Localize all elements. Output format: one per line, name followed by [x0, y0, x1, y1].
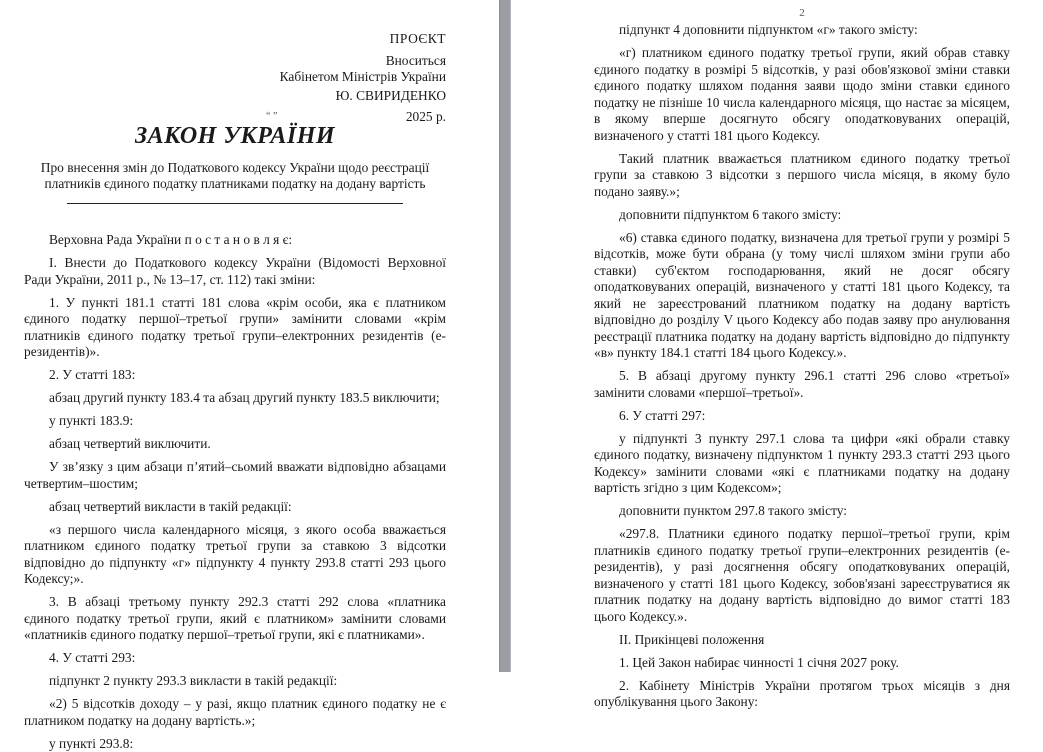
paragraph: «з першого числа календарного місяця, з якого особа вважається платником єдиного податку третьої групи за ставкою 3 відсотки відповідно до підпункту «г» підпункту 4 пункту 293.8 статті 293 цього Кодексу;». — [24, 522, 446, 588]
paragraph: доповнити підпунктом 6 такого змісту: — [594, 207, 1010, 224]
document-page-2 — [511, 0, 1043, 672]
paragraph: у підпункті 3 пункту 297.1 слова та цифри «які обрали ставку єдиного податку, визначену підпунктом 1 пункту 293.3 статті 293 цього Кодексу» замінити словами «які є платниками податку на додану вартість згідно з цим Кодексом»; — [594, 431, 1010, 497]
paragraph: абзац другий пункту 183.4 та абзац другий пункту 183.5 виключити; — [24, 390, 446, 407]
law-title: ЗАКОН УКРАЇНИ — [24, 128, 446, 145]
paragraph: 1. Цей Закон набирає чинності 1 січня 2027 року. — [594, 655, 1010, 672]
page-separator — [499, 0, 511, 672]
paragraph: «г) платником єдиного податку третьої групи, який обрав ставку єдиного податку в розмірі 5 відсотків, у разі обов'язкової зміни ставки єдиного податку шляхом подання заяви щодо зміни ставки єдиного податку не пізніше 10 числа календарного місяця, що настає за місяцем, в якому вперше досягнуто обсягу оподатковуваних операцій, визначеного у статті 181 цього Кодексу. — [594, 45, 1010, 144]
paragraph: абзац четвертий виключити. — [24, 436, 446, 453]
paragraph: 1. У пункті 181.1 статті 181 слова «крім особи, яка є платником єдиного податку першої–третьої групи» замінити словами «крім платників єдиного податку третьої групи–електронних резидентів (е-резидентів)». — [24, 295, 446, 361]
paragraph: 4. У статті 293: — [24, 650, 446, 667]
paragraph: «297.8. Платники єдиного податку першої–третьої групи, крім платників єдиного податку третьої групи–електронних резидентів (е-резидентів), у разі досягнення обсягу оподатковуваних операцій, визначеного у статті 181 цього Кодексу, зобов'язані зареєструватися як платник податку на додану вартість відповідно до вимог статті 183 цього Кодексу.». — [594, 526, 1010, 625]
submitted-line-2: Кабінетом Міністрів України — [280, 69, 446, 85]
paragraph: у пункті 183.9: — [24, 413, 446, 430]
paragraph: підпункт 4 доповнити підпунктом «г» такого змісту: — [594, 22, 1010, 39]
paragraph: підпункт 2 пункту 293.3 викласти в такій редакції: — [24, 673, 446, 690]
project-label: ПРОЄКТ — [390, 31, 446, 48]
signatory: Ю. СВИРИДЕНКО — [336, 88, 446, 105]
title-underline — [67, 203, 403, 204]
paragraph: Верховна Рада України п о с т а н о в л я є: — [24, 232, 446, 249]
document-page-1 — [0, 0, 499, 672]
submitted-line-1: Вноситься — [280, 53, 446, 69]
paragraph: 3. В абзаці третьому пункту 292.3 статті 292 слова «платника єдиного податку третьої групи, який є платником» замінити словами «платників єдиного податку першої–третьої групи, які є платниками». — [24, 594, 446, 644]
paragraph: ІІ. Прикінцеві положення — [594, 632, 1010, 649]
submitted-by — [280, 53, 446, 85]
date-year: 2025 р. — [406, 109, 446, 126]
paragraph: у пункті 293.8: — [24, 736, 446, 752]
paragraph: 2. Кабінету Міністрів України протягом трьох місяців з дня опублікування цього Закону: — [594, 678, 1010, 711]
paragraph: І. Внести до Податкового кодексу України (Відомості Верховної Ради України, 2011 р., № 13–17, ст. 112) такі зміни: — [24, 255, 446, 288]
paragraph: У зв’язку з цим абзаци п’ятий–сьомий вважати відповідно абзацами четвертим–шостим; — [24, 459, 446, 492]
date-quotes: “ ” — [266, 109, 277, 126]
paragraph: абзац четвертий викласти в такій редакції: — [24, 499, 446, 516]
paragraph: доповнити пунктом 297.8 такого змісту: — [594, 503, 1010, 520]
paragraph: Такий платник вважається платником єдиного податку третьої групи за ставкою 3 відсотки з першого числа місяця, в якому було подано заяву.»; — [594, 151, 1010, 201]
paragraph: «2) 5 відсотків доходу – у разі, якщо платник єдиного податку не є платником податку на додану вартість.»; — [24, 696, 446, 729]
paragraph: 6. У статті 297: — [594, 408, 1010, 425]
law-subtitle: Про внесення змін до Податкового кодексу України щодо реєстрації платників єдиного податку платниками податку на додану вартість — [24, 160, 446, 192]
paragraph: «6) ставка єдиного податку, визначена для третьої групи у розмірі 5 відсотків, може бути обрана (у тому числі шляхом зміни групи або ставки) суб'єктом господарювання, який не досяг обсягу оподатковуваних операцій, визначеного у статті 181 цього Кодексу, та який не зареєстрований платником податку на додану вартість відповідно до розділу V цього Кодексу або подав заяву про анулювання реєстрації платника податку на додану вартість відповідно до підпункту «в» пункту 184.1 статті 184 цього Кодексу.». — [594, 230, 1010, 362]
page-number: 2 — [594, 5, 1010, 22]
paragraph: 5. В абзаці другому пункту 296.1 статті 296 слово «третьої» замінити словами «першої–третьої». — [594, 368, 1010, 401]
page-1-body — [24, 232, 446, 752]
page-2-body — [594, 22, 1010, 711]
paragraph: 2. У статті 183: — [24, 367, 446, 384]
